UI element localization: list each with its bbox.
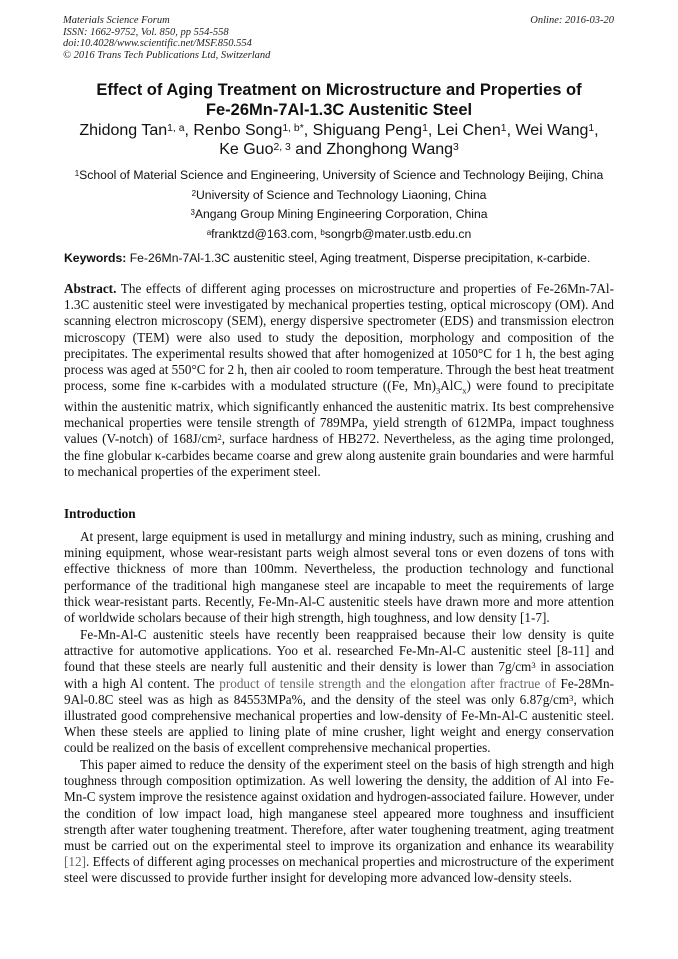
text-run: Zhidong Tan	[79, 122, 168, 139]
journal-name: Materials Science Forum	[63, 15, 170, 26]
online-date: Online: 2016-03-20	[530, 15, 614, 26]
text-run: songrb@mater.ustb.edu.cn	[324, 226, 472, 241]
text-run: . Effects of different aging processes on mechanical properties and microstructure of the experiment steel were discussed to provide further insight for developing more advanced low-density steels.	[64, 854, 614, 886]
affiliation	[0, 166, 678, 186]
affiliation	[0, 186, 678, 206]
subscript: 3	[435, 385, 441, 396]
superscript: 3	[190, 208, 195, 217]
text-run: and Zhonghong Wang	[290, 141, 454, 158]
journal-info	[63, 15, 270, 61]
text-run: ,	[594, 122, 599, 139]
subscript: x	[462, 385, 467, 396]
copyright: © 2016 Trans Tech Publications Ltd, Switzerland	[63, 49, 271, 61]
superscript: 1	[500, 123, 507, 134]
text-run: franktzd@163.com,	[211, 226, 321, 241]
intro-paragraph	[64, 757, 614, 887]
superscript: 2, 3	[273, 142, 291, 153]
superscript: 3	[453, 142, 459, 153]
text-run: University of Science and Technology Liaoning, China	[195, 187, 487, 202]
superscript: 2	[217, 432, 222, 443]
doi: doi:10.4028/www.scientific.net/MSF.850.554	[63, 38, 252, 50]
text-run: At present, large equipment is used in metallurgy and mining industry, such as mining, crushing and mining equipment, whose wear-resistant parts weigh almost several tons or even dozens of tons with effective thickness of more than 100mm. Nevertheless, the production technology and functional performance of the traditional high manganese steel are incapable to meet the requirements of large thick wear-resistant parts. Recently, Fe-Mn-Al-C austenitic steels have drawn more and more attention of worldwide scholars because of their high strength, high toughness, and low density [1-7].	[64, 529, 614, 626]
intro-paragraph	[64, 627, 614, 757]
superscript: b	[320, 227, 325, 237]
text-run: ) were found to precipitate within the austenitic matrix, which significantly enhanced the austenitic matrix. Its best comprehensive mechanical properties were tensile strength of 789MPa, yield strength of 612MPa, impact toughness values (V-notch) of 168J/cm	[64, 378, 614, 447]
text-run: The effects of different aging processes on microstructure and properties of Fe-26Mn-7Al-1.3C austenitic steel were investigated by mechanical properties testing, optical microscopy (OM). And scanning electron microscopy (SEM), energy dispersive spectrometer (EDS) and transmission electron microscopy (TEM) were also used to study the deposition, morphology and composition of the precipitates. The experimental results showed that after homogenized at 1050°C for 1 h, the best aging process was aged at 550°C for 2 h, then air cooled to room temperature. Through the best heat treatment process, some fine κ-carbides with a modulated structure ((Fe, Mn)	[64, 281, 614, 394]
text-run: in association with a high Al content. The	[64, 659, 615, 691]
superscript: 1	[422, 123, 428, 134]
bold-label: Abstract.	[64, 281, 117, 296]
text-run: , surface hardness of HB272. Nevertheless, as the aging time prolonged, the fine globular κ-carbides became coarse and grew along austenite grain boundaries and were harmful to mechanical properties of the experiment steel.	[64, 431, 614, 479]
text-run: product of tensile strength and the elongation after fractrue of	[219, 675, 556, 691]
text-run: Angang Group Mining Engineering Corporation, China	[194, 207, 488, 221]
text-run: Fe-28Mn-9Al-0.8C steel was as high as 84553MPa%, and the density of the steel was only 6.87g/cm	[64, 675, 614, 707]
text-run: Fe-Mn-Al-C austenitic steels have recently been reappraised because their low density is quite attractive for automotive applications. Yoo et al. researched Fe-Mn-Al-C austenitic steel [8-11] and found that these steels are nearly full austenitic and their density is lower than 7g/cm	[64, 627, 614, 675]
paper-title	[0, 80, 678, 120]
author-line	[0, 121, 678, 140]
bold-label: Keywords:	[64, 251, 127, 265]
superscript: 3	[569, 692, 574, 703]
text-run: School of Material Science and Engineering, University of Science and Technology Beijing, China	[79, 168, 604, 182]
text-run: Fe-26Mn-7Al-1.3C austenitic steel, Aging treatment, Disperse precipitation, κ-carbide.	[126, 251, 591, 265]
superscript: 1, a	[167, 123, 185, 134]
text-run: , Renbo Song	[184, 122, 283, 139]
superscript: 1	[74, 169, 80, 178]
emails	[0, 225, 678, 245]
text-run: , Shiguang Peng	[303, 122, 423, 139]
text-run: This paper aimed to reduce the density of the experiment steel on the basis of high strength and high toughness through composition optimization. As well lowering the density, the addition of Al into Fe-Mn-C system improve the resistence against oxidation and hydrogen-associated failure. However, under the condition of low impact load, high manganese steel appeared more toughness and insufficient strength after water toughening treatment. Therefore, after water toughening treatment, aging treatment must be carried out on the experimental steel to improve its organization and enhance its wearability	[64, 757, 614, 854]
affiliations	[0, 166, 678, 244]
title-line: Effect of Aging Treatment on Microstructure and Properties of	[96, 81, 582, 99]
issn: ISSN: 1662-9752, Vol. 850, pp 554-558	[63, 26, 229, 38]
superscript: 3	[531, 660, 536, 671]
superscript: 2	[191, 188, 196, 198]
section-heading-introduction: Introduction	[64, 506, 136, 521]
text-run: Ke Guo	[219, 141, 274, 158]
title-line: Fe-26Mn-7Al-1.3C Austenitic Steel	[205, 101, 473, 119]
superscript: 1, b*	[282, 123, 304, 134]
text-run: , Lei Chen	[427, 122, 501, 139]
superscript: 1	[588, 123, 595, 134]
affiliation	[0, 205, 678, 225]
keywords	[64, 251, 664, 265]
text-run: , which illustrated good comprehensive mechanical properties and low-density of Fe-Mn-Al-C austenitic steel. When these steels are applied to lining plate of mine crusher, light weight and energy conservation could be realized on the basis of excellent comprehensive mechanical properties.	[64, 691, 614, 756]
author-list	[0, 121, 678, 159]
text-run: [12]	[64, 854, 86, 870]
abstract	[64, 281, 614, 480]
text-run: AlC	[440, 378, 463, 394]
superscript: a	[206, 227, 212, 237]
author-line	[0, 140, 678, 159]
text-run: , Wei Wang	[506, 122, 589, 139]
intro-paragraph	[64, 529, 614, 626]
